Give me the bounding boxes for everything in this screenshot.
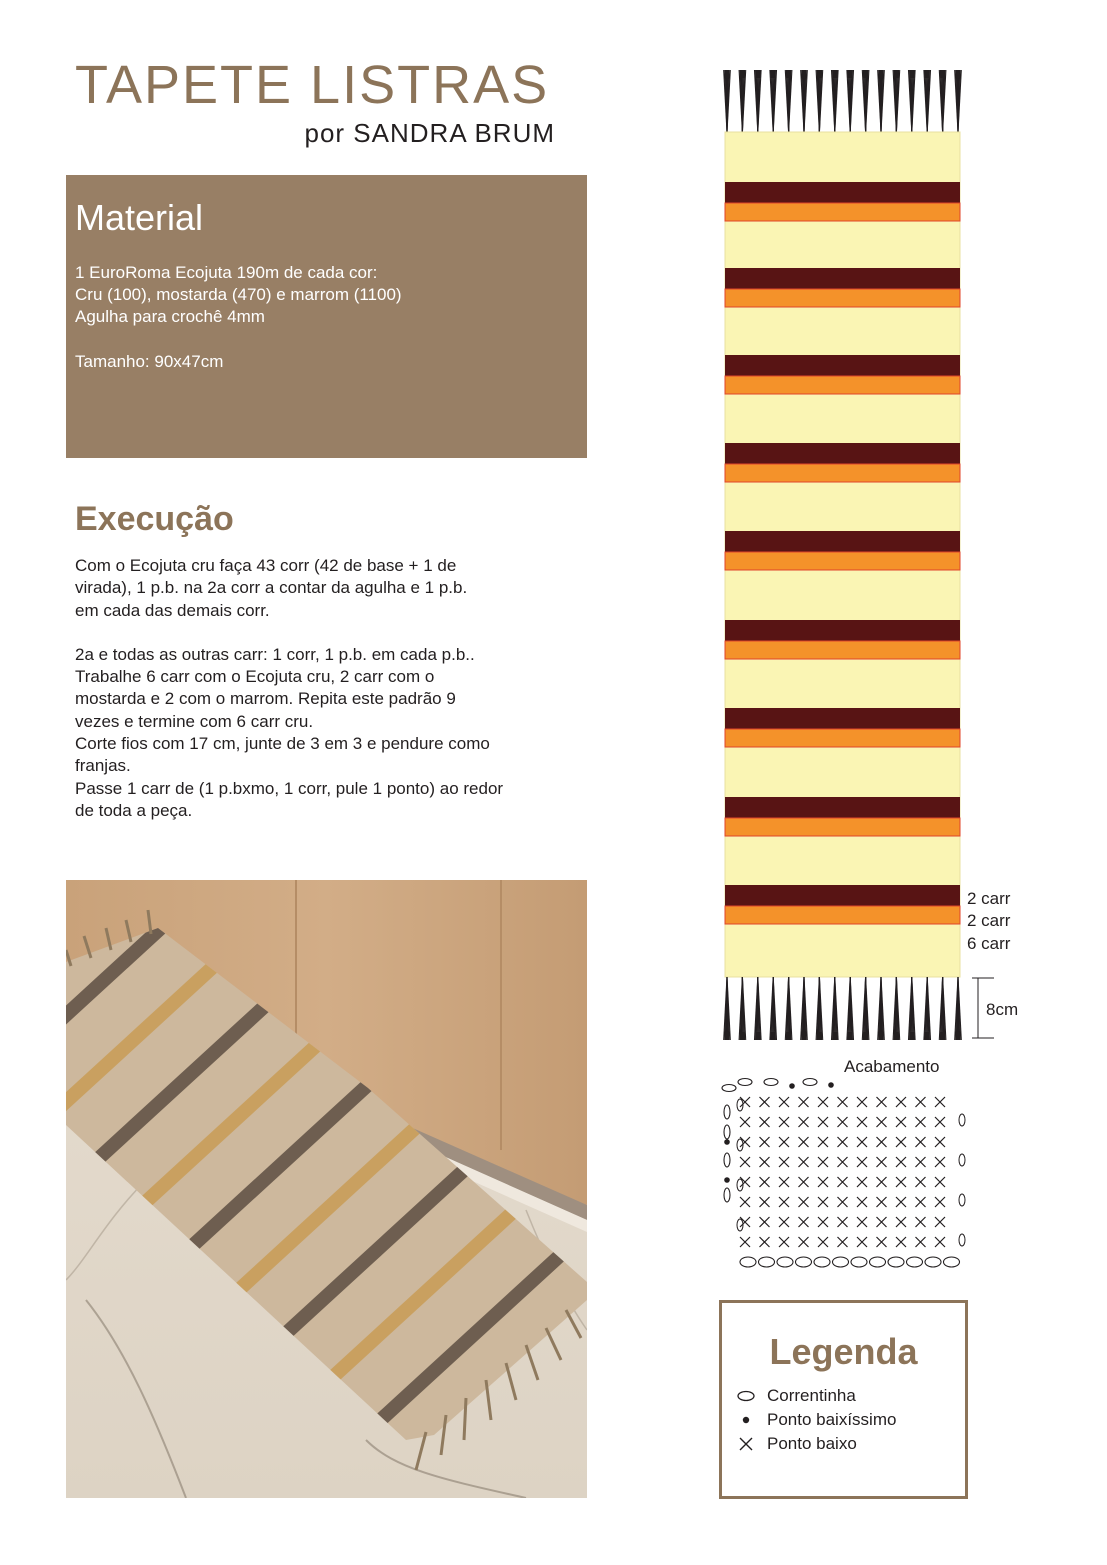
stitch-x — [799, 1097, 809, 1107]
legend-item-single — [737, 1434, 857, 1454]
fringe-knot — [740, 70, 745, 78]
stitch-grid — [722, 1079, 965, 1268]
turn-chain — [959, 1114, 965, 1126]
foundation-chain — [870, 1257, 886, 1267]
stitch-x — [877, 1097, 887, 1107]
stripe-marrom — [725, 268, 960, 289]
execution-line: Trabalhe 6 carr com o Ecojuta cru, 2 carr com o — [75, 667, 435, 687]
stitch-x — [779, 1177, 789, 1187]
stitch-x — [935, 1197, 945, 1207]
fringe-knot — [909, 1032, 914, 1040]
stripe-mostarda — [725, 203, 960, 221]
foundation-chain — [796, 1257, 812, 1267]
foundation-chain — [888, 1257, 904, 1267]
stitch-x — [896, 1137, 906, 1147]
fringe-knot — [771, 1032, 776, 1040]
stitch-x — [760, 1097, 770, 1107]
stitch-x — [896, 1237, 906, 1247]
stitch-x — [935, 1157, 945, 1167]
edging-slip — [724, 1177, 730, 1183]
execution-line: mostarda e 2 com o marrom. Repita este padrão 9 — [75, 689, 456, 709]
execution-line: franjas. — [75, 756, 131, 776]
fringe-knot — [817, 70, 822, 78]
stitch-x — [740, 1137, 750, 1147]
fringe-knot — [832, 1032, 837, 1040]
stitch-x — [857, 1177, 867, 1187]
stitch-x — [896, 1097, 906, 1107]
edging-chain — [724, 1188, 730, 1202]
oval-chain-icon — [737, 1390, 755, 1402]
stitch-x — [818, 1137, 828, 1147]
edging-slip — [828, 1082, 834, 1088]
fringe-knot — [802, 70, 807, 78]
execution-spacer — [75, 622, 595, 644]
execution-line: 2a e todas as outras carr: 1 corr, 1 p.b. em cada p.b.. — [75, 644, 475, 664]
material-line: Cru (100), mostarda (470) e marrom (1100) — [75, 285, 402, 304]
stripe-marrom — [725, 620, 960, 641]
stitch-x — [877, 1157, 887, 1167]
stitch-x — [838, 1097, 848, 1107]
legend-item-slip — [737, 1410, 896, 1430]
stitch-x — [877, 1117, 887, 1127]
execution-text — [75, 555, 595, 822]
stitch-x — [760, 1217, 770, 1227]
row-label-cru: 6 carr — [967, 934, 1011, 953]
stitch-x — [857, 1217, 867, 1227]
stitch-x — [916, 1097, 926, 1107]
stitch-x — [779, 1217, 789, 1227]
execution-line: Corte fios com 17 cm, junte de 3 em 3 e pendure como — [75, 734, 490, 754]
stitch-x — [760, 1137, 770, 1147]
stripe-marrom — [725, 885, 960, 906]
stitch-x — [740, 1217, 750, 1227]
foundation-chain — [740, 1257, 756, 1267]
fringe-knot — [879, 1032, 884, 1040]
legend-label: Ponto baixíssimo — [767, 1410, 897, 1429]
stitch-x — [896, 1217, 906, 1227]
fringe-knot — [740, 1032, 745, 1040]
bottom-fringe — [724, 977, 962, 1040]
page-title: TAPETE LISTRAS — [75, 55, 550, 115]
stitch-x — [935, 1217, 945, 1227]
turn-chain — [959, 1234, 965, 1246]
stitch-x — [838, 1157, 848, 1167]
edging-chain — [764, 1079, 778, 1086]
edging-slip — [724, 1139, 730, 1145]
execution-line: em cada das demais corr. — [75, 600, 270, 620]
stitch-x — [818, 1217, 828, 1227]
fringe-knot — [848, 70, 853, 78]
stitch-x — [838, 1197, 848, 1207]
fringe-knot — [925, 70, 930, 78]
fringe-knot — [909, 70, 914, 78]
stitch-x — [877, 1137, 887, 1147]
stitch-x — [935, 1137, 945, 1147]
stitch-x — [838, 1177, 848, 1187]
stripes — [725, 182, 960, 924]
stitch-x — [838, 1117, 848, 1127]
fringe-knot — [771, 70, 776, 78]
foundation-chain — [759, 1257, 775, 1267]
stitch-x — [838, 1217, 848, 1227]
stitch-x — [760, 1117, 770, 1127]
stitch-x — [916, 1137, 926, 1147]
stitch-x — [779, 1157, 789, 1167]
page-subtitle: por SANDRA BRUM — [304, 118, 555, 148]
stitch-x — [799, 1137, 809, 1147]
stitch-x — [896, 1117, 906, 1127]
edging-chain — [738, 1079, 752, 1086]
stitch-x — [877, 1197, 887, 1207]
stitch-x — [857, 1117, 867, 1127]
foundation-chain — [907, 1257, 923, 1267]
stripe-mostarda — [725, 464, 960, 482]
fringe-knot — [725, 1032, 730, 1040]
stripe-marrom — [725, 182, 960, 203]
legend-heading: Legenda — [769, 1331, 918, 1372]
stripe-marrom — [725, 708, 960, 729]
execution-line: Passe 1 carr de (1 p.bxmo, 1 corr, pule 1 ponto) ao redor — [75, 778, 504, 798]
execution-heading: Execução — [75, 500, 234, 538]
legend-item-chain — [737, 1386, 856, 1406]
stripe-mostarda — [725, 906, 960, 924]
stitch-x — [740, 1117, 750, 1127]
execution-line: de toda a peça. — [75, 800, 193, 820]
edging-chain — [803, 1079, 817, 1086]
stitch-x — [838, 1137, 848, 1147]
row-label-marrom: 2 carr — [967, 889, 1011, 908]
legend-label: Correntinha — [767, 1386, 856, 1405]
top-fringe — [724, 70, 962, 132]
fringe-knot — [832, 70, 837, 78]
material-box — [66, 175, 587, 458]
foundation-chain — [851, 1257, 867, 1267]
fringe-length-label: 8cm — [986, 1000, 1019, 1019]
stitch-x — [779, 1117, 789, 1127]
stitch-x — [799, 1177, 809, 1187]
stitch-x — [760, 1177, 770, 1187]
fringe-knot — [894, 70, 899, 78]
stripe-mostarda — [725, 289, 960, 307]
stitch-x — [818, 1237, 828, 1247]
stitch-x — [857, 1137, 867, 1147]
stitch-chart — [700, 1050, 1000, 1280]
stitch-x — [916, 1157, 926, 1167]
stitch-x — [740, 1097, 750, 1107]
material-heading: Material — [75, 197, 204, 238]
stitch-x — [799, 1217, 809, 1227]
stitch-x — [877, 1177, 887, 1187]
material-size: Tamanho: 90x47cm — [75, 352, 224, 371]
fringe-knot — [956, 70, 961, 78]
stitch-x — [818, 1197, 828, 1207]
dot-icon — [737, 1414, 755, 1426]
stitch-x — [779, 1197, 789, 1207]
stitch-x — [896, 1177, 906, 1187]
foundation-chain — [944, 1257, 960, 1267]
stitch-x — [857, 1157, 867, 1167]
fringe-knot — [894, 1032, 899, 1040]
fringe-knot — [786, 70, 791, 78]
stripe-diagram — [700, 60, 1080, 1050]
rug-photo — [66, 880, 587, 1498]
stitch-x — [740, 1157, 750, 1167]
stripe-marrom — [725, 797, 960, 818]
edging-chain — [722, 1085, 736, 1092]
stitch-x — [935, 1237, 945, 1247]
stripe-marrom — [725, 531, 960, 552]
fringe-knot — [956, 1032, 961, 1040]
fringe-knot — [879, 70, 884, 78]
stitch-x — [896, 1197, 906, 1207]
stitch-x — [779, 1237, 789, 1247]
stitch-x — [916, 1217, 926, 1227]
stitch-x — [877, 1237, 887, 1247]
stitch-x — [916, 1197, 926, 1207]
stitch-x — [857, 1197, 867, 1207]
stitch-x — [799, 1237, 809, 1247]
stitch-x — [857, 1237, 867, 1247]
fringe-knot — [940, 1032, 945, 1040]
edging-slip — [789, 1083, 795, 1089]
x-icon — [737, 1437, 755, 1451]
edging-chain — [724, 1153, 730, 1167]
foundation-chain — [814, 1257, 830, 1267]
fringe-knot — [863, 70, 868, 78]
stitch-x — [760, 1197, 770, 1207]
fringe-knot — [802, 1032, 807, 1040]
edging-chain — [724, 1105, 730, 1119]
stitch-x — [916, 1177, 926, 1187]
stripe-mostarda — [725, 729, 960, 747]
stripe-marrom — [725, 443, 960, 464]
stitch-x — [799, 1157, 809, 1167]
fringe-knot — [725, 70, 730, 78]
fringe-knot — [940, 70, 945, 78]
stitch-x — [896, 1157, 906, 1167]
fringe-knot — [755, 70, 760, 78]
execution-line: virada), 1 p.b. na 2a corr a contar da agulha e 1 p.b. — [75, 578, 468, 598]
stitch-x — [935, 1177, 945, 1187]
material-lines — [75, 262, 402, 328]
stitch-x — [818, 1117, 828, 1127]
legend-label: Ponto baixo — [767, 1434, 857, 1453]
fringe-knot — [817, 1032, 822, 1040]
stitch-x — [857, 1097, 867, 1107]
execution-line: Com o Ecojuta cru faça 43 corr (42 de base + 1 de — [75, 556, 457, 575]
stripe-mostarda — [725, 641, 960, 659]
stitch-x — [916, 1117, 926, 1127]
stitch-x — [779, 1097, 789, 1107]
stitch-x — [818, 1157, 828, 1167]
stitch-x — [877, 1217, 887, 1227]
stitch-x — [838, 1237, 848, 1247]
foundation-chain — [833, 1257, 849, 1267]
fringe-knot — [786, 1032, 791, 1040]
stripe-marrom — [725, 355, 960, 376]
stitch-x — [916, 1237, 926, 1247]
stitch-x — [818, 1097, 828, 1107]
stitch-x — [740, 1237, 750, 1247]
fringe-knot — [925, 1032, 930, 1040]
stitch-x — [760, 1237, 770, 1247]
fringe-knot — [863, 1032, 868, 1040]
turn-chain — [959, 1194, 965, 1206]
foundation-chain — [925, 1257, 941, 1267]
material-line: 1 EuroRoma Ecojuta 190m de cada cor: — [75, 263, 378, 282]
stitch-x — [779, 1137, 789, 1147]
fringe-knot — [755, 1032, 760, 1040]
fringe-knot — [848, 1032, 853, 1040]
legend-box — [719, 1300, 968, 1499]
stripe-mostarda — [725, 552, 960, 570]
finish-label: Acabamento — [844, 1057, 940, 1076]
stitch-x — [760, 1157, 770, 1167]
stitch-x — [799, 1117, 809, 1127]
stripe-mostarda — [725, 818, 960, 836]
foundation-chain — [777, 1257, 793, 1267]
stitch-x — [935, 1097, 945, 1107]
execution-line: vezes e termine com 6 carr cru. — [75, 711, 314, 731]
stitch-x — [799, 1197, 809, 1207]
stripe-mostarda — [725, 376, 960, 394]
stitch-x — [818, 1177, 828, 1187]
stitch-x — [935, 1117, 945, 1127]
turn-chain — [959, 1154, 965, 1166]
stitch-x — [740, 1177, 750, 1187]
row-label-mostarda: 2 carr — [967, 911, 1011, 930]
edging-chain — [724, 1125, 730, 1139]
material-line: Agulha para crochê 4mm — [75, 307, 265, 326]
stitch-x — [740, 1197, 750, 1207]
